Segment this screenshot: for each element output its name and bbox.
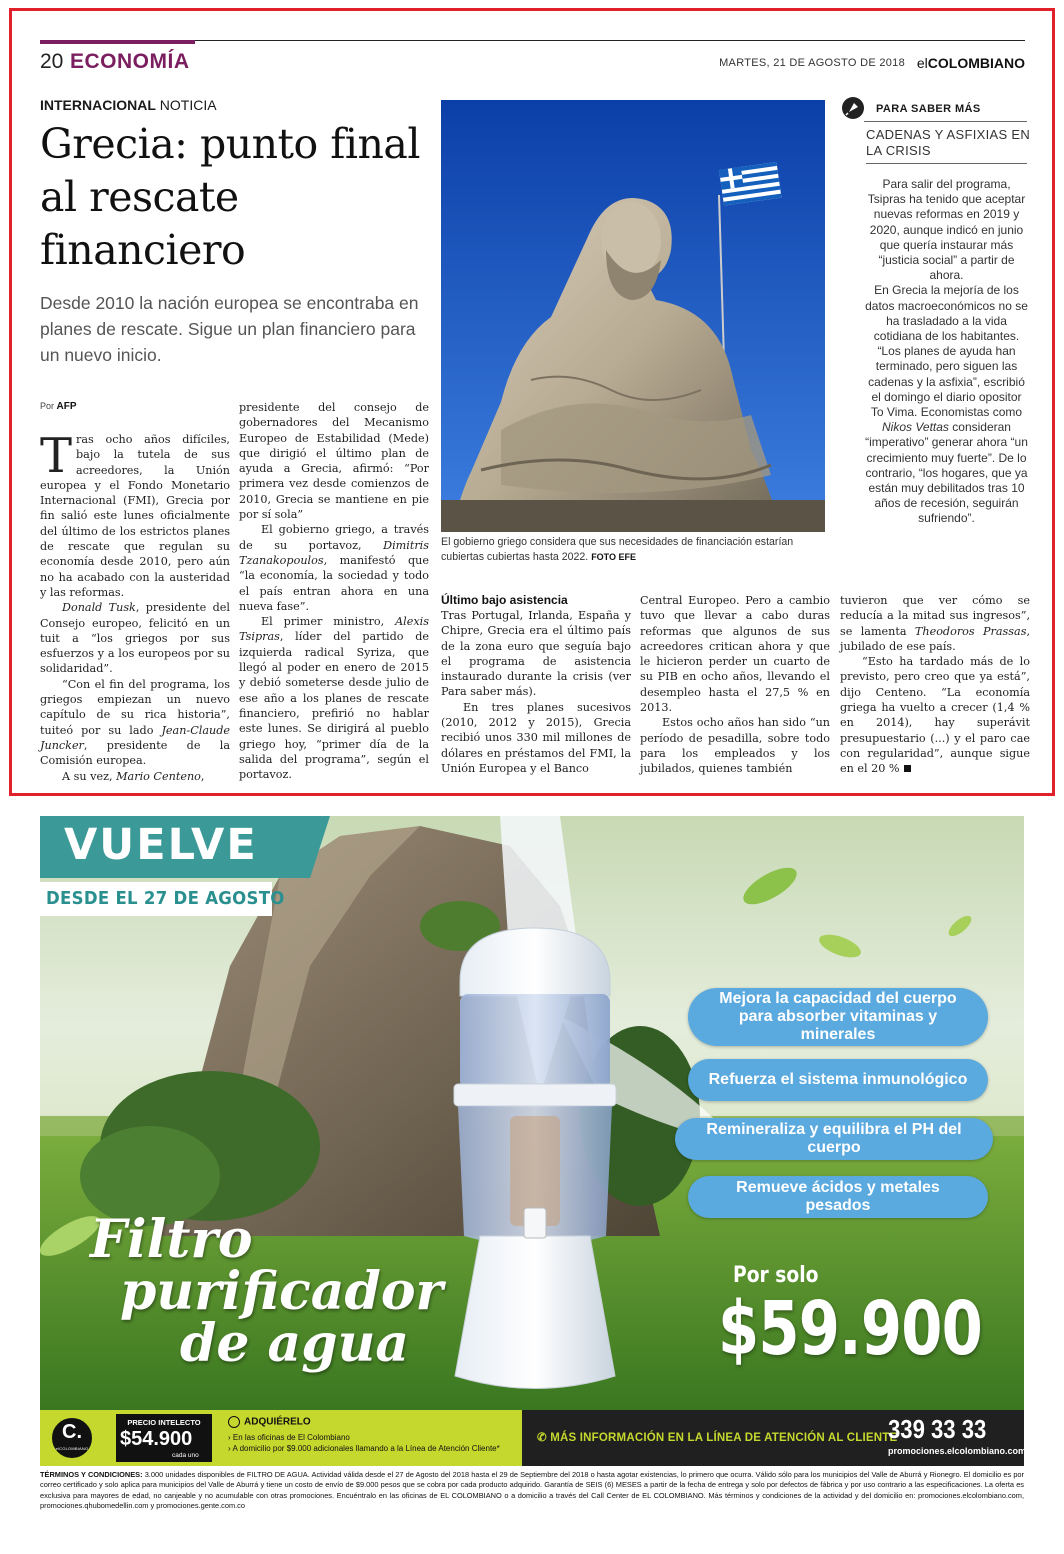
sidebar-body bbox=[864, 177, 1029, 527]
page-date: MARTES, 21 DE AGOSTO DE 2018 bbox=[719, 57, 905, 69]
paragraph: , presidente de la Comisión europea. bbox=[40, 738, 230, 768]
ad-product-title bbox=[90, 1209, 443, 1374]
adquierelo-text: ADQUIÉRELO bbox=[244, 1416, 311, 1428]
paragraph: En tres planes sucesivos (2010, 2012 y 2015), Grecia recibió unos 330 mil millones de dólares en préstamos del FMI, la Unión Europea y el Banco bbox=[441, 700, 631, 775]
headline: Grecia: punto final al rescate financiero bbox=[40, 120, 420, 274]
paragraph: , jubilado de ese país. bbox=[840, 624, 1030, 653]
benefit-pill: Remueve ácidos y metales pesados bbox=[688, 1176, 988, 1218]
person-name: Donald Tusk bbox=[62, 601, 136, 615]
paragraph: “Esto ha tardado más de lo previsto, pero creo que ya está”, dijo Centeno. “La economía griega ha vuelto a crecer (1,4 % en 2014), hay superávit presupuestario (...) y el paro cae con regularidad”, aunque sigue en el 20 % bbox=[840, 655, 1030, 776]
kicker-type: NOTICIA bbox=[155, 97, 217, 113]
section-accent-bar bbox=[40, 40, 195, 44]
ad-price: $59.900 bbox=[718, 1286, 983, 1372]
title-line: Filtro bbox=[90, 1209, 253, 1270]
ad-vuelve: VUELVE bbox=[64, 820, 258, 870]
kicker-category: INTERNACIONAL bbox=[40, 97, 156, 113]
paragraph: , manifestó que “la economía, la sociedad y todo el país entran ahora en una nueva fase”. bbox=[239, 553, 429, 613]
person-name: Theodoros Prassas bbox=[914, 624, 1027, 638]
ad-info-bar bbox=[40, 1410, 1027, 1466]
ad-start-date: DESDE EL 27 DE AGOSTO bbox=[46, 888, 285, 909]
terms-text: 3.000 unidades disponibles de FILTRO DE AGUA. Actividad válida desde el 27 de Agosto del 2018 hasta el 29 de Septiembre del 2018 o hasta agotar existencias, lo primero que ocurra. Válido sólo para los municipios del Valle de Aburrá y Rionegro. El domicilio es por correo certificado y solo aplica para municipios del Valle de Aburrá y tiene un costo de envío de $9.000 pesos que se cobra por cada producto adquirido. Garantía de SEIS (6) MESES a partir de la fecha de entrega y solo por defectos de fábrica y por uso contrario a las especificaciones. La oferta es exclusiva para mayores de edad, no canjeable y no acumulable con otras promociones. Encuéntralo en las oficinas de EL COLOMBIANO o a domicilio a través del Call Center de EL COLOMBIANO. Más términos y condiciones de la actividad y del domicilio en: promociones.elcolombiano.com, promociones.qhubomedellin.com y promociones.gente.com.co bbox=[40, 1470, 1024, 1510]
logo-text: elCOLOMBIANO bbox=[55, 1446, 89, 1451]
person-name: Nikos Vettas bbox=[882, 420, 949, 435]
more-info bbox=[537, 1430, 897, 1444]
adquierelo-options bbox=[228, 1432, 500, 1454]
statue-image bbox=[441, 100, 825, 532]
logo-letter: C. bbox=[62, 1421, 82, 1443]
title-line: de agua bbox=[180, 1313, 410, 1374]
paragraph: A su vez, bbox=[62, 769, 117, 783]
article-column-2 bbox=[239, 400, 429, 782]
benefit-pill: Refuerza el sistema inmunológico bbox=[688, 1059, 988, 1101]
cart-icon bbox=[228, 1416, 240, 1428]
article-column-4 bbox=[640, 593, 830, 777]
masthead bbox=[917, 55, 1025, 71]
paragraph: , líder del partido de izquierda radical Syriza, que llegó al poder en enero de 2015 y debió someterse desde julio de ese año a los planes de rescate financiero, prefirió no hablar este lunes. Se dirigirá al pueblo griego hoy, “primer día de la salida del programa”, según el portavoz. bbox=[239, 630, 429, 782]
paragraph: El gobierno griego, a través de su portavoz, bbox=[239, 523, 429, 552]
ad-por-solo: Por solo bbox=[733, 1263, 819, 1288]
byline-agency: AFP bbox=[56, 401, 77, 412]
paragraph: En Grecia la mejoría de los datos macroeconómicos no se ha trasladado a la vida cotidiana de los habitantes. “Los planes de ayuda han terminado, pero siguen las cadenas y la asfixia”, escribió el domingo el diario opositor To Vima. Economistas como bbox=[865, 283, 1028, 420]
kicker bbox=[40, 97, 217, 113]
paragraph: presidente del consejo de gobernadores del Mecanismo Europeo de Estabilidad (Mede) que dirigió el último plan de ayuda a Grecia, afirmó: “Por primera vez desde comienzos de 2010, Grecia se mantiene en pie por sí sola” bbox=[239, 401, 429, 522]
precio-sub: cada uno bbox=[172, 1452, 199, 1459]
precio-value: $54.900 bbox=[120, 1428, 193, 1450]
end-mark-icon bbox=[904, 765, 911, 772]
photo-credit: FOTO EFE bbox=[591, 552, 637, 562]
person-name: Mario Centeno bbox=[116, 769, 201, 783]
dropcap: T bbox=[40, 428, 73, 484]
page-number: 20 bbox=[40, 50, 64, 73]
article-column-5 bbox=[840, 593, 1030, 777]
byline-by: Por bbox=[40, 401, 55, 411]
subhead: Último bajo asistencia bbox=[441, 593, 568, 607]
paragraph: Para salir del programa, Tsipras ha tenido que aceptar nuevas reformas en 2019 y 2020, aunque indicó en junio que quería instaurar más “justicia social” a partir de ahora. bbox=[867, 177, 1026, 283]
option-line: › En las oficinas de El Colombiano bbox=[228, 1433, 350, 1442]
page-header bbox=[40, 50, 1025, 76]
benefit-pill: Remineraliza y equilibra el PH del cuerpo bbox=[675, 1118, 993, 1160]
promo-url[interactable]: promociones.elcolombiano.com bbox=[888, 1446, 1027, 1456]
title-line: purificador bbox=[120, 1261, 443, 1322]
phone-icon: ✆ bbox=[537, 1432, 551, 1444]
divider bbox=[866, 163, 1027, 164]
terms-and-conditions bbox=[40, 1470, 1024, 1511]
photo-caption bbox=[441, 535, 825, 565]
paragraph: , bbox=[200, 769, 205, 783]
person-name: Dimitris Tzanakopoulos bbox=[239, 538, 429, 567]
paragraph: ras ocho años difíciles, bajo la tutela de sus acreedores, la Unión europea y el Fondo Monetario Internacional (FMI), Grecia por fin salió este lunes oficialmente del último de los estrictos planes de rescate que regulan su economía desde 2010, pero aún no ha acabado con la austeridad y las reformas. bbox=[40, 433, 230, 599]
pin-icon bbox=[842, 97, 864, 119]
divider bbox=[864, 121, 1027, 122]
paragraph: Central Europeo. Pero a cambio tuvo que llevar a cabo duras reformas que algunos de sus acreedores critican ahora y que le hicieron perder un cuarto de su PIB en ocho años, llevando el desempleo hasta el 27,5 % en 2013. bbox=[640, 594, 830, 715]
article-photo bbox=[441, 100, 825, 532]
person-name: Jean-Claude Juncker bbox=[40, 723, 230, 752]
section-name: ECONOMÍA bbox=[70, 50, 190, 73]
more-info-text: MÁS INFORMACIÓN EN LA LÍNEA DE ATENCIÓN AL CLIENTE bbox=[550, 1432, 898, 1444]
byline bbox=[40, 401, 77, 412]
paragraph: consideran “imperativo” generar ahora “un crecimiento muy fuerte”. De lo contrario, “los hogares, que ya están muy debilitados tras 10 años de recesión, seguirán sufriendo”. bbox=[865, 420, 1028, 526]
article-column-3 bbox=[441, 593, 631, 776]
water-filter-ad bbox=[40, 816, 1024, 1410]
precio-intelecto-box bbox=[116, 1414, 212, 1462]
phone-number[interactable]: 339 33 33 bbox=[888, 1414, 987, 1444]
colombiano-logo bbox=[50, 1416, 94, 1460]
deck: Desde 2010 la nación europea se encontraba en planes de rescate. Sigue un plan financiero para un nuevo inicio. bbox=[40, 293, 419, 365]
sidebar-tag: PARA SABER MÁS bbox=[876, 103, 981, 115]
paragraph: tuvieron que ver cómo se reducía a la mitad sus ingresos”, se lamenta bbox=[840, 594, 1030, 638]
precio-label: PRECIO INTELECTO bbox=[127, 1418, 201, 1427]
caption-text: El gobierno griego considera que sus necesidades de financiación estarían cubiertas cubiertas hasta 2022. bbox=[441, 536, 794, 563]
sidebar-title: CADENAS Y ASFIXIAS EN LA CRISIS bbox=[866, 127, 1031, 158]
adquierelo-label bbox=[228, 1416, 311, 1428]
person-name: Alexis Tsipras bbox=[239, 615, 429, 644]
article-column-1 bbox=[40, 428, 230, 784]
benefit-pill: Mejora la capacidad del cuerpo para absorber vitaminas y minerales bbox=[688, 988, 988, 1046]
paragraph: Tras Portugal, Irlanda, España y Chipre, Grecia era el último país de la zona euro que seguía bajo el programa de asistencia instaurado durante la crisis (ver Para saber más). bbox=[441, 609, 631, 699]
paragraph: El primer ministro, bbox=[261, 615, 396, 629]
paragraph: Estos ocho años han sido “un período de pesadilla, sobre todo para los empleados y los jubilados, quienes también bbox=[640, 716, 830, 776]
masthead-name: COLOMBIANO bbox=[927, 55, 1025, 71]
option-line: › A domicilio por $9.000 adicionales llamando a la Línea de Atención Cliente* bbox=[228, 1444, 500, 1453]
paragraph: “Con el fin del programa, los griegos empiezan un nuevo capítulo de su rica historia”, tuiteó por su lado bbox=[40, 677, 230, 737]
masthead-prefix: el bbox=[916, 55, 928, 71]
terms-label: TÉRMINOS Y CONDICIONES: bbox=[40, 1470, 143, 1479]
paragraph: , presidente del Consejo europeo, felicitó en un tuit a “los griegos por sus esfuerzos y a los europeos por su solidaridad”. bbox=[40, 601, 230, 676]
